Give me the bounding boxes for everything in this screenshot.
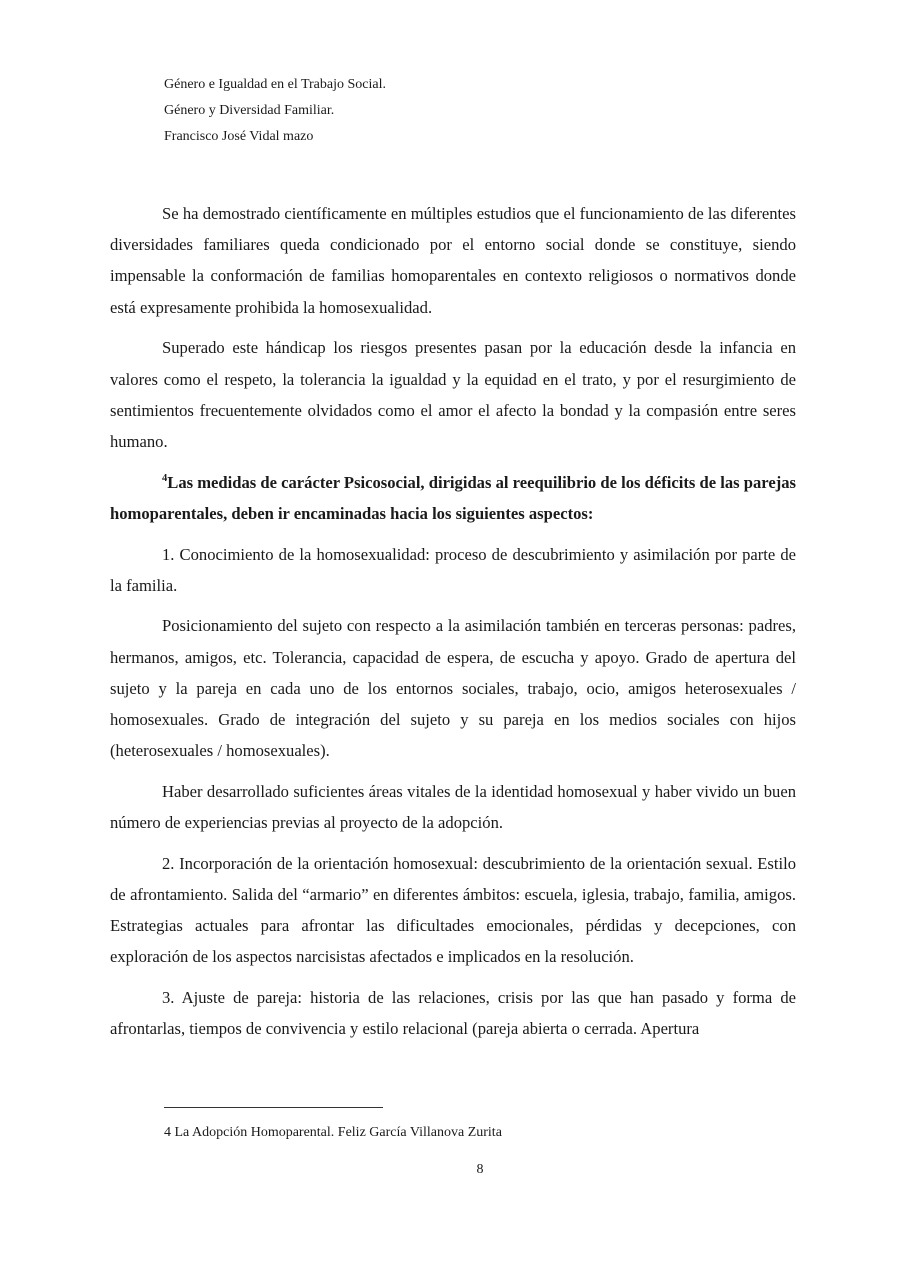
paragraph-subject-positioning: Posicionamiento del sujeto con respecto a la asimilación también en terceras personas: padres, hermanos, amigos, etc. Tolerancia, capacidad de espera, de escucha y apoyo. Grado de apertura del sujeto y la pareja en cada uno de los entornos sociales, trabajo, ocio, amigos heterosexuales / homosexuales. Grado de integración del sujeto y su pareja en los medios sociales con hijos (heterosexuales / homosexuales).	[110, 616, 796, 761]
paragraph-item-2-orientation: 2. Incorporación de la orientación homosexual: descubrimiento de la orientación sexual. Estilo de afrontamiento. Salida del “armario” en diferentes ámbitos: escuela, iglesia, trabajo, familia, amigos. Estrategias actuales para afrontar las dificultades emocionales, pérdidas y decepciones, con exploración de los aspectos narcisistas afectados e implicados en la resolución.	[110, 853, 796, 967]
footnote-separator	[164, 1107, 383, 1108]
paragraph-education-risks: Superado este hándicap los riesgos presentes pasan por la educación desde la infancia en valores como el respeto, la tolerancia la igualdad y la equidad en el trato, y por el resurgimiento de sentimientos frecuentemente olvidados como el amor el afecto la bondad y la compasión entre seres humano.	[110, 338, 796, 451]
document-body	[110, 198, 796, 1054]
paragraph-psychosocial-measures	[110, 467, 796, 529]
page-number: 8	[476, 1162, 484, 1177]
header-line-subject: Género y Diversidad Familiar.	[164, 103, 335, 118]
psychosocial-measures-text: Las medidas de carácter Psicosocial, dirigidas al reequilibrio de los déficits de las parejas homoparentales, deben ir encaminadas hacia los siguientes aspectos:	[110, 472, 796, 523]
paragraph-vital-areas: Haber desarrollado suficientes áreas vitales de la identidad homosexual y haber vivido un buen número de experiencias previas al proyecto de la adopción.	[110, 781, 796, 833]
header-line-author: Francisco José Vidal mazo	[164, 129, 314, 144]
header-line-course: Género e Igualdad en el Trabajo Social.	[164, 77, 386, 92]
paragraph-social-context: Se ha demostrado científicamente en múltiples estudios que el funcionamiento de las diferentes diversidades familiares queda condicionado por el entorno social donde se constituye, siendo impensable la conformación de familias homoparentales en contexto religiosos o normativos donde está expresamente prohibida la homosexualidad.	[110, 204, 796, 317]
paragraph-item-3-couple-adjustment: 3. Ajuste de pareja: historia de las relaciones, crisis por las que han pasado y forma de afrontarlas, tiempos de convivencia y estilo relacional (pareja abierta o cerrada. Apertura	[110, 988, 796, 1039]
footnote-reference-marker: 4	[162, 472, 168, 484]
footnote: 4 La Adopción Homoparental. Feliz García Villanova Zurita	[164, 1125, 502, 1140]
paragraph-item-1-knowledge: 1. Conocimiento de la homosexualidad: proceso de descubrimiento y asimilación por parte de la familia.	[110, 544, 796, 595]
running-header	[164, 72, 386, 150]
